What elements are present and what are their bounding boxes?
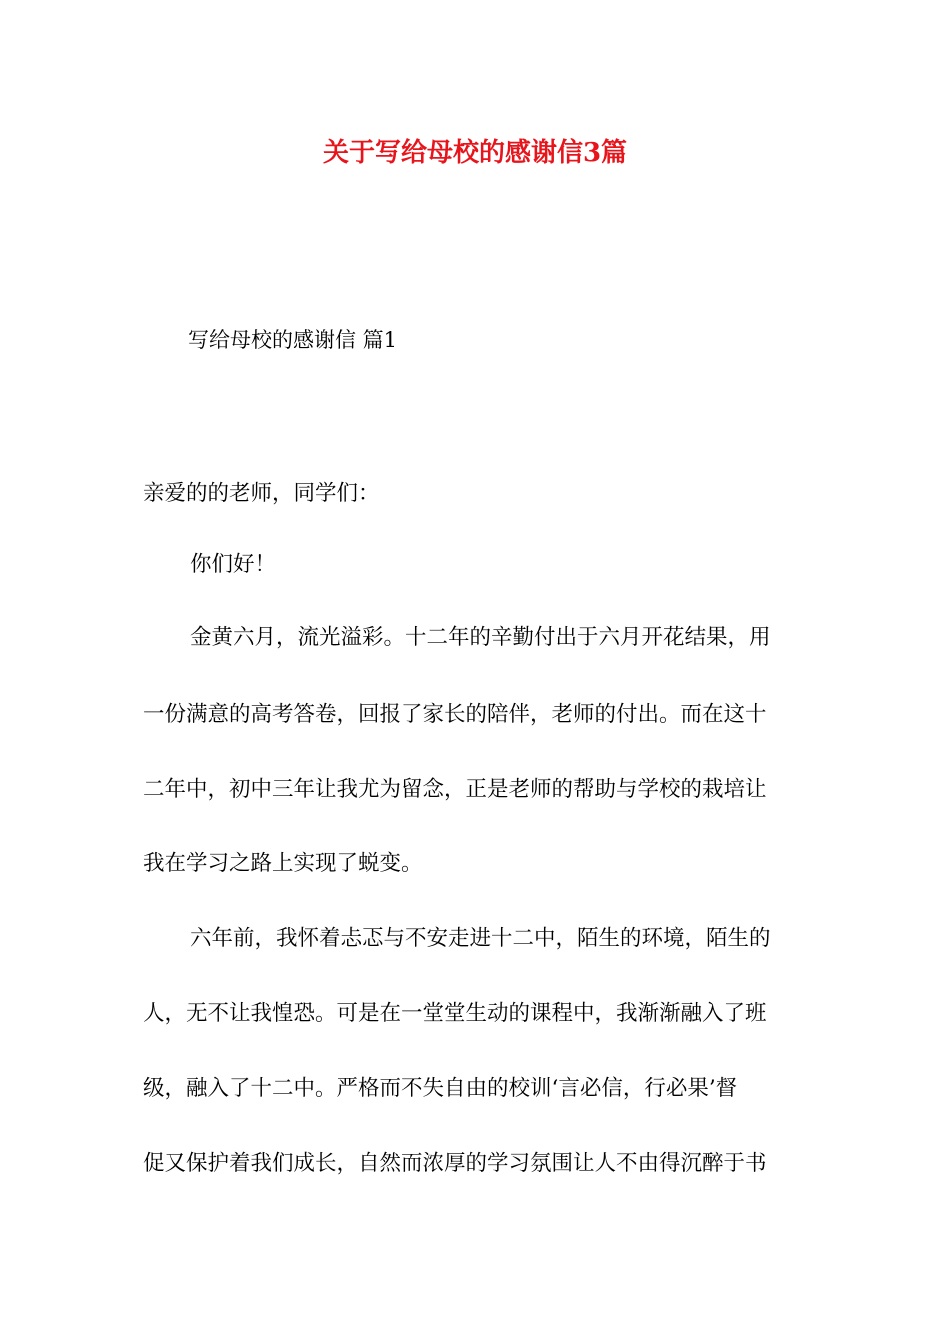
paragraph-line: 级，融入了十二中。严格而不失自由的校训‘言必信，行必果’督 (143, 1076, 738, 1101)
salutation-line: 亲爱的的老师，同学们： (143, 481, 380, 506)
greeting-line: 你们好！ (190, 552, 277, 577)
section-heading: 写给母校的感谢信 篇1 (188, 328, 398, 352)
paragraph-line: 六年前，我怀着忐忑与不安走进十二中，陌生的环境，陌生的 (190, 926, 771, 951)
paragraph-line: 金黄六月，流光溢彩。十二年的辛勤付出于六月开花结果，用 (190, 625, 771, 650)
paragraph-line: 一份满意的高考答卷，回报了家长的陪伴，老师的付出。而在这十 (143, 702, 767, 727)
paragraph-line: 二年中，初中三年让我尤为留念，正是老师的帮助与学校的栽培让 (143, 777, 767, 802)
document-title: 关于写给母校的感谢信3篇 (322, 138, 628, 168)
paragraph-line: 促又保护着我们成长，自然而浓厚的学习氛围让人不由得沉醉于书 (143, 1151, 767, 1176)
paragraph-line: 人，无不让我惶恐。可是在一堂堂生动的课程中，我渐渐融入了班 (143, 1001, 767, 1026)
paragraph-line: 我在学习之路上实现了蜕变。 (143, 851, 423, 876)
